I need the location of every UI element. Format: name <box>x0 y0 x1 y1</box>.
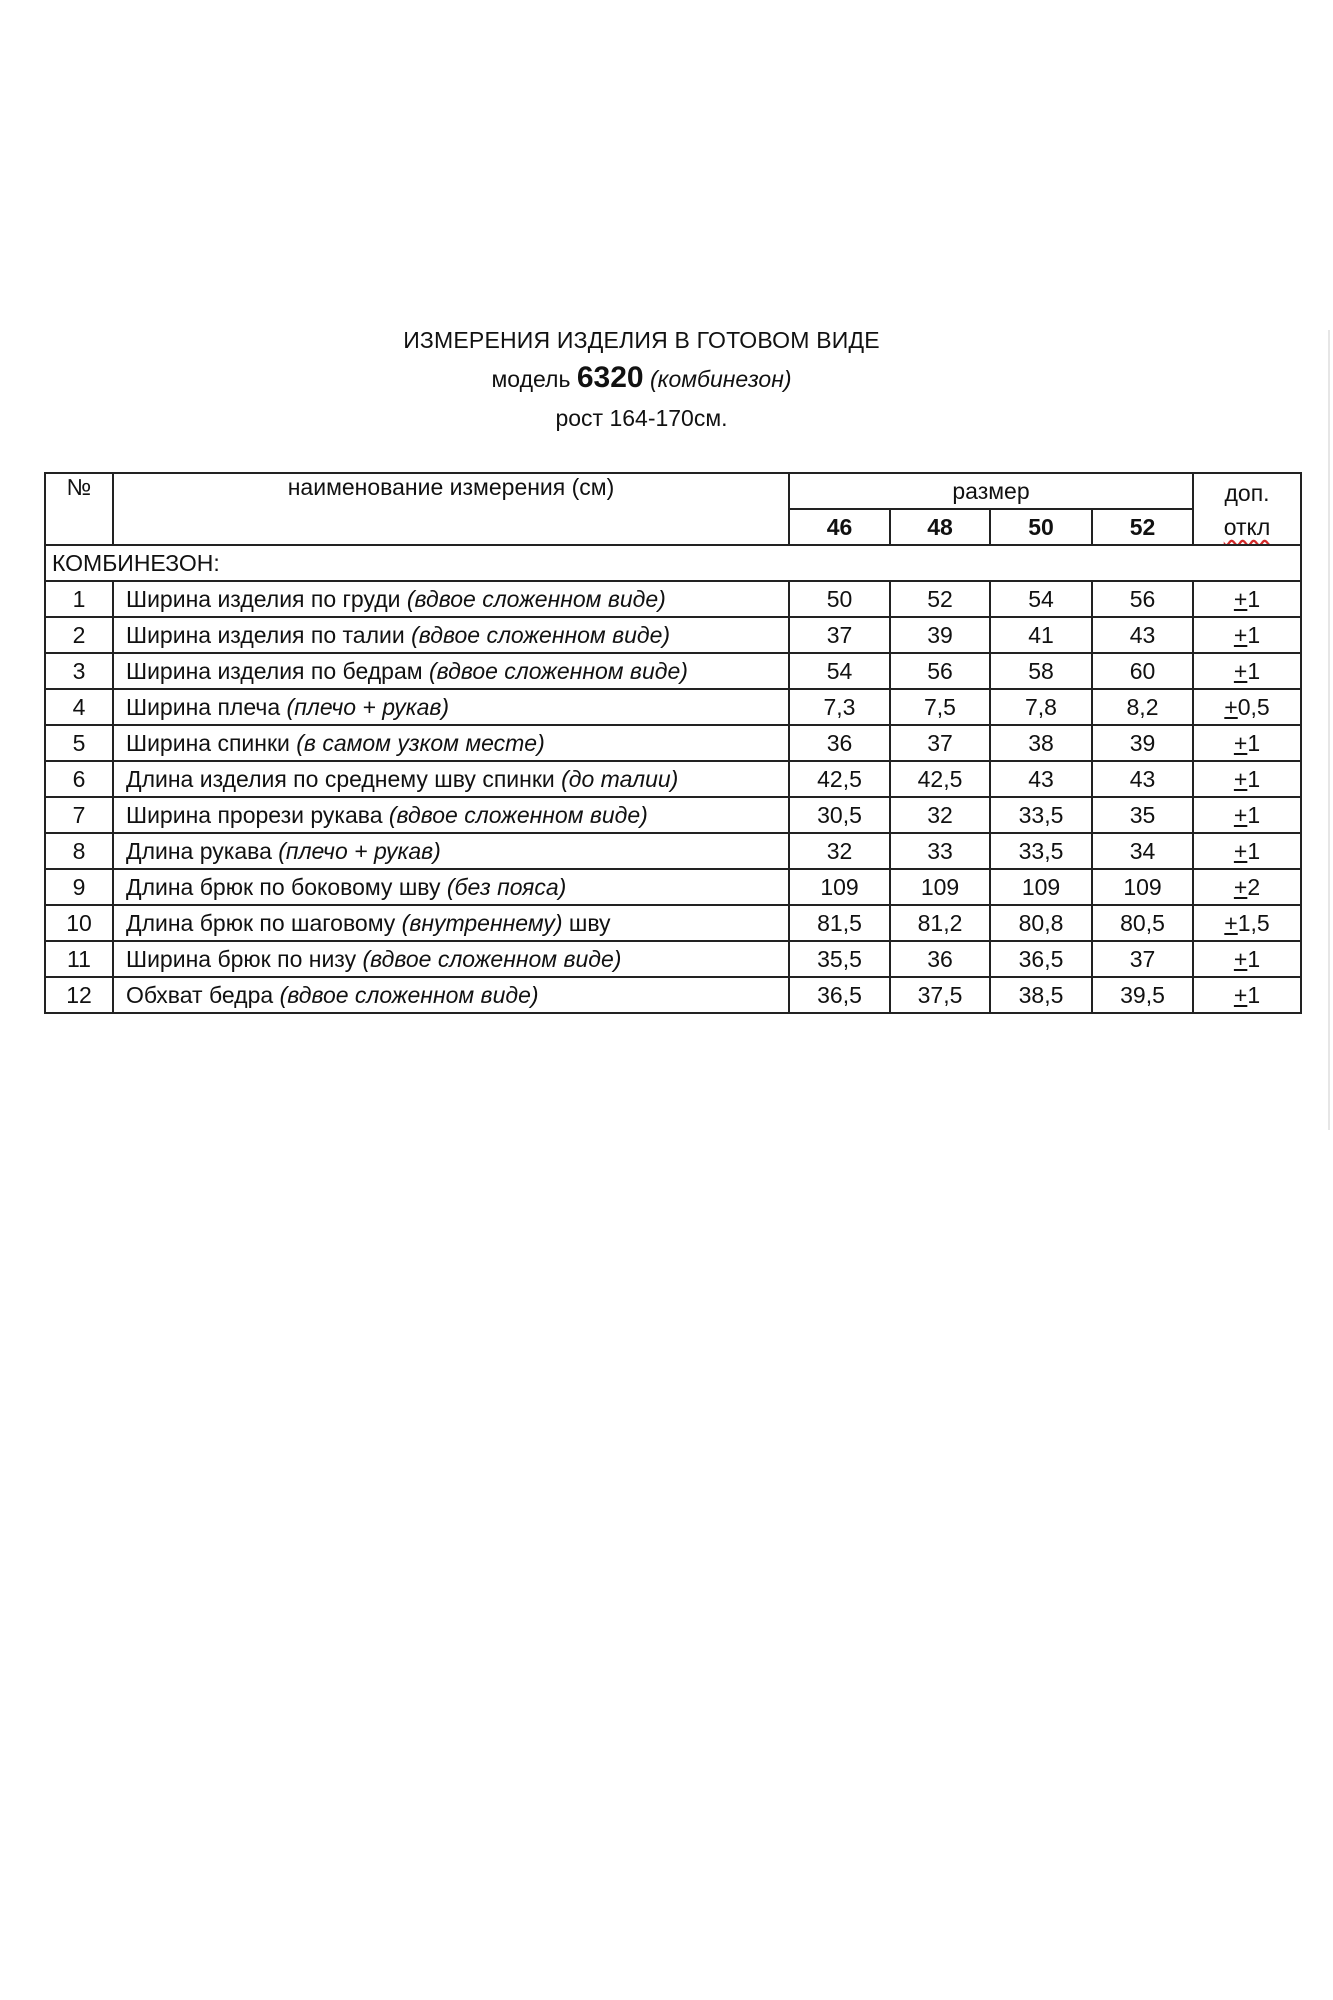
table-body <box>45 545 1301 1013</box>
row-number: 3 <box>45 653 113 689</box>
tolerance-sign: + <box>1233 801 1248 828</box>
value-size-48: 109 <box>890 869 990 905</box>
value-size-50: 80,8 <box>990 905 1092 941</box>
tolerance-value: 1 <box>1247 621 1261 648</box>
measurement-label: Ширина изделия по талии <box>126 621 405 648</box>
value-size-52: 56 <box>1092 581 1193 617</box>
table-row <box>45 761 1301 797</box>
tolerance-value: 0,5 <box>1237 693 1270 720</box>
tolerance-sign: + <box>1233 765 1248 792</box>
size-header-46: 46 <box>789 509 890 545</box>
value-size-46: 30,5 <box>789 797 890 833</box>
value-size-52: 80,5 <box>1092 905 1193 941</box>
measurement-name <box>113 905 789 941</box>
measurement-label: Обхват бедра <box>126 981 274 1008</box>
value-size-48: 7,5 <box>890 689 990 725</box>
tolerance-cell <box>1193 797 1301 833</box>
tolerance-cell <box>1193 905 1301 941</box>
value-size-52: 8,2 <box>1092 689 1193 725</box>
value-size-46: 109 <box>789 869 890 905</box>
measurement-label: Ширина плеча <box>126 693 281 720</box>
value-size-50: 33,5 <box>990 797 1092 833</box>
measurement-note: (вдвое сложенном виде) <box>279 981 539 1008</box>
measurement-note: (вдвое сложенном виде) <box>362 945 622 972</box>
value-size-50: 43 <box>990 761 1092 797</box>
tolerance-sign: + <box>1233 729 1248 756</box>
measurements-table <box>44 472 1302 1014</box>
value-size-50: 38 <box>990 725 1092 761</box>
measurement-name <box>113 653 789 689</box>
table-row <box>45 689 1301 725</box>
row-number: 8 <box>45 833 113 869</box>
measurement-name <box>113 581 789 617</box>
measurement-label: Длина брюк по шаговому <box>126 909 396 936</box>
row-number: 5 <box>45 725 113 761</box>
column-header-name: наименование измерения (см) <box>113 473 789 545</box>
page-edge-divider <box>1328 330 1330 1130</box>
measurement-note: (в самом узком месте) <box>296 729 545 756</box>
value-size-46: 36,5 <box>789 977 890 1013</box>
value-size-50: 36,5 <box>990 941 1092 977</box>
table-row <box>45 869 1301 905</box>
tolerance-cell <box>1193 977 1301 1013</box>
model-line <box>0 358 1283 399</box>
value-size-48: 56 <box>890 653 990 689</box>
measurement-label: Ширина изделия по груди <box>126 585 401 612</box>
section-title: КОМБИНЕЗОН: <box>45 545 1301 581</box>
table-row <box>45 905 1301 941</box>
row-number: 2 <box>45 617 113 653</box>
tolerance-cell <box>1193 581 1301 617</box>
value-size-46: 36 <box>789 725 890 761</box>
value-size-52: 39 <box>1092 725 1193 761</box>
column-header-tolerance <box>1193 473 1301 545</box>
column-header-number: № <box>45 473 113 545</box>
row-number: 6 <box>45 761 113 797</box>
tolerance-cell <box>1193 941 1301 977</box>
value-size-46: 42,5 <box>789 761 890 797</box>
height-range: рост 164-170см. <box>555 405 728 431</box>
row-number: 4 <box>45 689 113 725</box>
value-size-48: 42,5 <box>890 761 990 797</box>
value-size-48: 52 <box>890 581 990 617</box>
tolerance-cell <box>1193 617 1301 653</box>
table-row <box>45 977 1301 1013</box>
row-number: 10 <box>45 905 113 941</box>
measurement-name <box>113 725 789 761</box>
tolerance-value: 1 <box>1247 585 1261 612</box>
value-size-50: 54 <box>990 581 1092 617</box>
value-size-48: 37,5 <box>890 977 990 1013</box>
table-header <box>45 473 1301 545</box>
row-number: 1 <box>45 581 113 617</box>
measurement-label: Длина изделия по среднему шву спинки <box>126 765 555 792</box>
measurement-note: (вдвое сложенном виде) <box>428 657 688 684</box>
row-number: 9 <box>45 869 113 905</box>
value-size-48: 33 <box>890 833 990 869</box>
size-header-52: 52 <box>1092 509 1193 545</box>
measurement-note: (без пояса) <box>446 873 567 900</box>
section-row <box>45 545 1301 581</box>
row-number: 7 <box>45 797 113 833</box>
value-size-48: 37 <box>890 725 990 761</box>
measurement-note: (плечо + рукав) <box>286 693 450 720</box>
measurement-name <box>113 761 789 797</box>
measurement-note: (вдвое сложенном виде) <box>406 585 666 612</box>
measurement-note: (до талии) <box>561 765 679 792</box>
measurement-label: Длина брюк по боковому шву <box>126 873 441 900</box>
value-size-48: 39 <box>890 617 990 653</box>
value-size-46: 81,5 <box>789 905 890 941</box>
tolerance-value: 1 <box>1247 801 1261 828</box>
value-size-46: 32 <box>789 833 890 869</box>
value-size-46: 50 <box>789 581 890 617</box>
row-number: 11 <box>45 941 113 977</box>
value-size-52: 60 <box>1092 653 1193 689</box>
tolerance-sign: + <box>1233 837 1248 864</box>
measurement-name <box>113 689 789 725</box>
measurement-suffix: шву <box>568 909 611 936</box>
table-row <box>45 725 1301 761</box>
value-size-48: 81,2 <box>890 905 990 941</box>
measurement-label: Ширина спинки <box>126 729 290 756</box>
value-size-52: 39,5 <box>1092 977 1193 1013</box>
value-size-48: 32 <box>890 797 990 833</box>
tolerance-value: 2 <box>1247 873 1261 900</box>
value-size-46: 37 <box>789 617 890 653</box>
value-size-50: 41 <box>990 617 1092 653</box>
value-size-52: 37 <box>1092 941 1193 977</box>
table-row <box>45 617 1301 653</box>
measurement-label: Ширина изделия по бедрам <box>126 657 423 684</box>
tolerance-cell <box>1193 653 1301 689</box>
measurement-label: Ширина прорези рукава <box>126 801 383 828</box>
tolerance-header-line2: откл <box>1223 514 1271 540</box>
tolerance-value: 1 <box>1247 765 1261 792</box>
measurement-label: Ширина брюк по низу <box>126 945 357 972</box>
tolerance-value: 1 <box>1247 981 1261 1008</box>
value-size-50: 109 <box>990 869 1092 905</box>
value-size-50: 38,5 <box>990 977 1092 1013</box>
table-row <box>45 941 1301 977</box>
tolerance-sign: + <box>1224 693 1238 720</box>
value-size-52: 43 <box>1092 617 1193 653</box>
value-size-52: 34 <box>1092 833 1193 869</box>
model-kind: (комбинезон) <box>649 366 792 392</box>
tolerance-sign: + <box>1233 657 1248 684</box>
table-row <box>45 833 1301 869</box>
value-size-46: 7,3 <box>789 689 890 725</box>
tolerance-value: 1 <box>1247 729 1261 756</box>
tolerance-cell <box>1193 761 1301 797</box>
tolerance-header-line1: доп. <box>1224 480 1270 506</box>
column-header-size: размер <box>789 473 1193 509</box>
value-size-52: 43 <box>1092 761 1193 797</box>
tolerance-cell <box>1193 833 1301 869</box>
value-size-50: 58 <box>990 653 1092 689</box>
measurement-name <box>113 797 789 833</box>
tolerance-sign: + <box>1233 621 1248 648</box>
value-size-48: 36 <box>890 941 990 977</box>
value-size-50: 7,8 <box>990 689 1092 725</box>
table-row <box>45 797 1301 833</box>
size-header-48: 48 <box>890 509 990 545</box>
size-header-50: 50 <box>990 509 1092 545</box>
measurement-label: Длина рукава <box>126 837 272 864</box>
value-size-52: 35 <box>1092 797 1193 833</box>
measurement-note: (вдвое сложенном виде) <box>388 801 648 828</box>
value-size-46: 35,5 <box>789 941 890 977</box>
measurement-name <box>113 869 789 905</box>
tolerance-value: 1,5 <box>1237 909 1270 936</box>
tolerance-value: 1 <box>1247 837 1261 864</box>
measurement-note: (вдвое сложенном виде) <box>411 621 671 648</box>
model-number: 6320 <box>576 361 644 394</box>
measurement-note: (внутреннему) <box>401 909 563 936</box>
document-title: ИЗМЕРЕНИЯ ИЗДЕЛИЯ В ГОТОВОМ ВИДЕ <box>403 327 880 353</box>
value-size-52: 109 <box>1092 869 1193 905</box>
measurement-name <box>113 941 789 977</box>
tolerance-sign: + <box>1233 585 1248 612</box>
tolerance-value: 1 <box>1247 945 1261 972</box>
table-row <box>45 653 1301 689</box>
tolerance-sign: + <box>1224 909 1238 936</box>
measurement-name <box>113 977 789 1013</box>
measurement-note: (плечо + рукав) <box>278 837 441 864</box>
tolerance-sign: + <box>1233 945 1248 972</box>
document-heading <box>0 322 1283 437</box>
row-number: 12 <box>45 977 113 1013</box>
tolerance-sign: + <box>1233 873 1248 900</box>
value-size-50: 33,5 <box>990 833 1092 869</box>
measurement-name <box>113 617 789 653</box>
tolerance-sign: + <box>1233 981 1248 1008</box>
tolerance-cell <box>1193 725 1301 761</box>
table-row <box>45 581 1301 617</box>
value-size-46: 54 <box>789 653 890 689</box>
tolerance-value: 1 <box>1247 657 1261 684</box>
model-prefix: модель <box>491 366 571 392</box>
tolerance-cell <box>1193 689 1301 725</box>
tolerance-cell <box>1193 869 1301 905</box>
measurement-name <box>113 833 789 869</box>
